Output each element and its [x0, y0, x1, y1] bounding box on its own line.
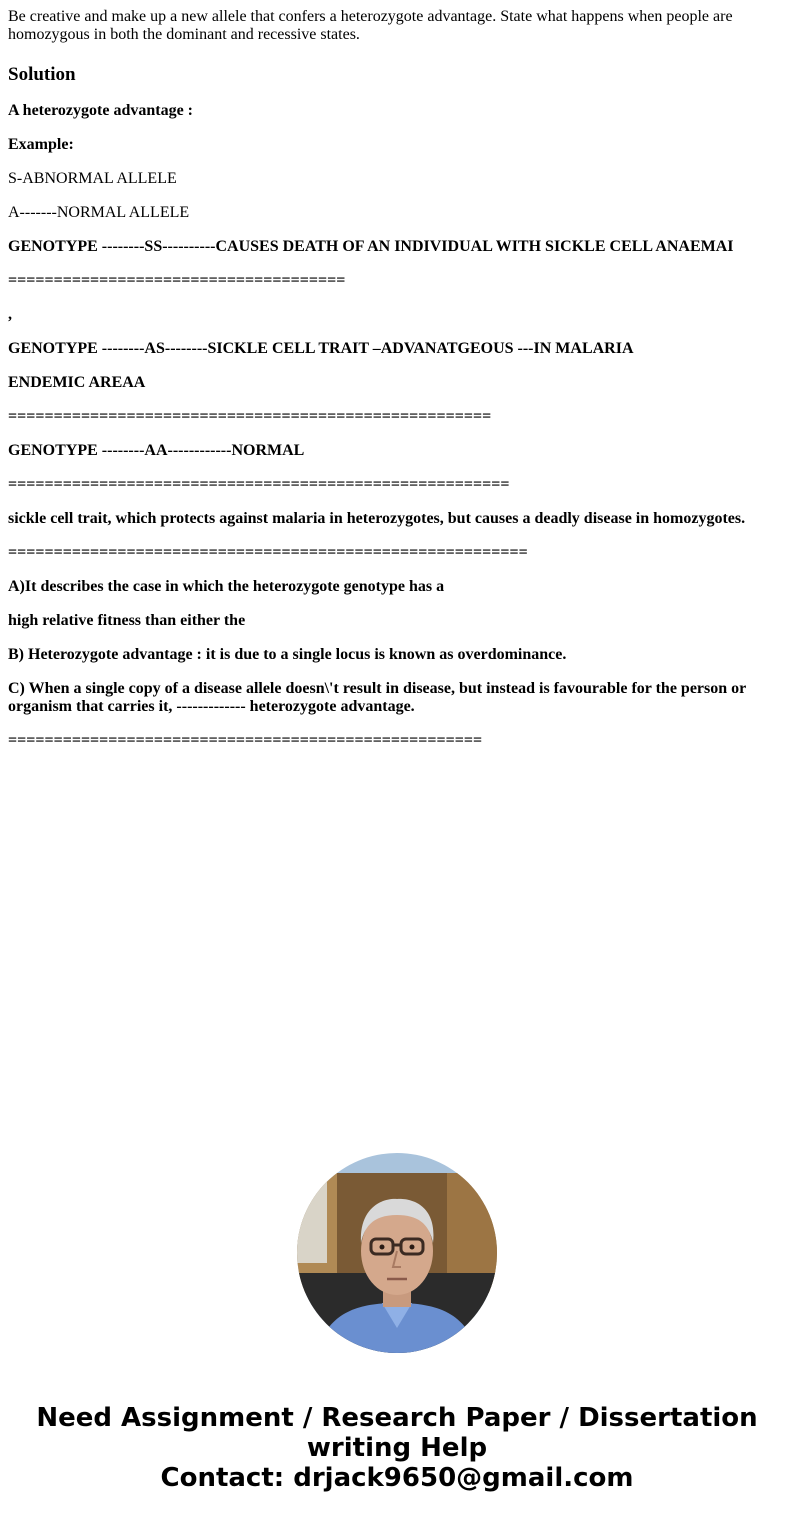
- answer-line: GENOTYPE --------AS--------SICKLE CELL TRAIT –ADVANATGEOUS ---IN MALARIA: [8, 340, 634, 357]
- answer-line: Example:: [8, 136, 74, 153]
- answer-line: =====================================: [8, 272, 346, 289]
- answer-line: A-------NORMAL ALLELE: [8, 204, 190, 221]
- answer-section: [8, 102, 786, 750]
- answer-line: =======================================================: [8, 476, 510, 493]
- question-text: Be creative and make up a new allele that confers a heterozygote advantage. State what happens when people are homozygous in both the dominant and recessive states.: [8, 8, 733, 43]
- contact-email-line: Contact: drjack9650@gmail.com: [160, 1463, 634, 1493]
- author-photo: [297, 1153, 497, 1353]
- document-body: [8, 8, 786, 750]
- answer-line: GENOTYPE --------SS----------CAUSES DEATH OF AN INDIVIDUAL WITH SICKLE CELL ANAEMAI: [8, 238, 734, 255]
- answer-line: =========================================================: [8, 544, 528, 561]
- answer-line: ,: [8, 306, 12, 323]
- answer-line: A)It describes the case in which the heterozygote genotype has a: [8, 578, 445, 595]
- contact-banner: [0, 1403, 794, 1493]
- answer-line: A heterozygote advantage :: [8, 102, 193, 119]
- answer-line: B) Heterozygote advantage : it is due to a single locus is known as overdominance.: [8, 646, 567, 663]
- answer-line: =====================================================: [8, 408, 492, 425]
- answer-line: ====================================================: [8, 732, 483, 749]
- banner-line-2: writing Help: [306, 1433, 488, 1463]
- answer-line: sickle cell trait, which protects against malaria in heterozygotes, but causes a deadly disease in homozygotes.: [8, 510, 746, 527]
- banner-line-1: Need Assignment / Research Paper / Dissertation: [36, 1403, 758, 1433]
- author-portrait-image: [297, 1153, 497, 1353]
- answer-line: GENOTYPE --------AA------------NORMAL: [8, 442, 305, 459]
- answer-line: S-ABNORMAL ALLELE: [8, 170, 177, 187]
- solution-heading: Solution: [8, 64, 76, 85]
- answer-line: high relative fitness than either the: [8, 612, 246, 629]
- answer-line: C) When a single copy of a disease allele doesn\'t result in disease, but instead is favourable for the person or organism that carries it, ------------- heterozygote advantage.: [8, 680, 750, 715]
- answer-line: ENDEMIC AREAA: [8, 374, 146, 391]
